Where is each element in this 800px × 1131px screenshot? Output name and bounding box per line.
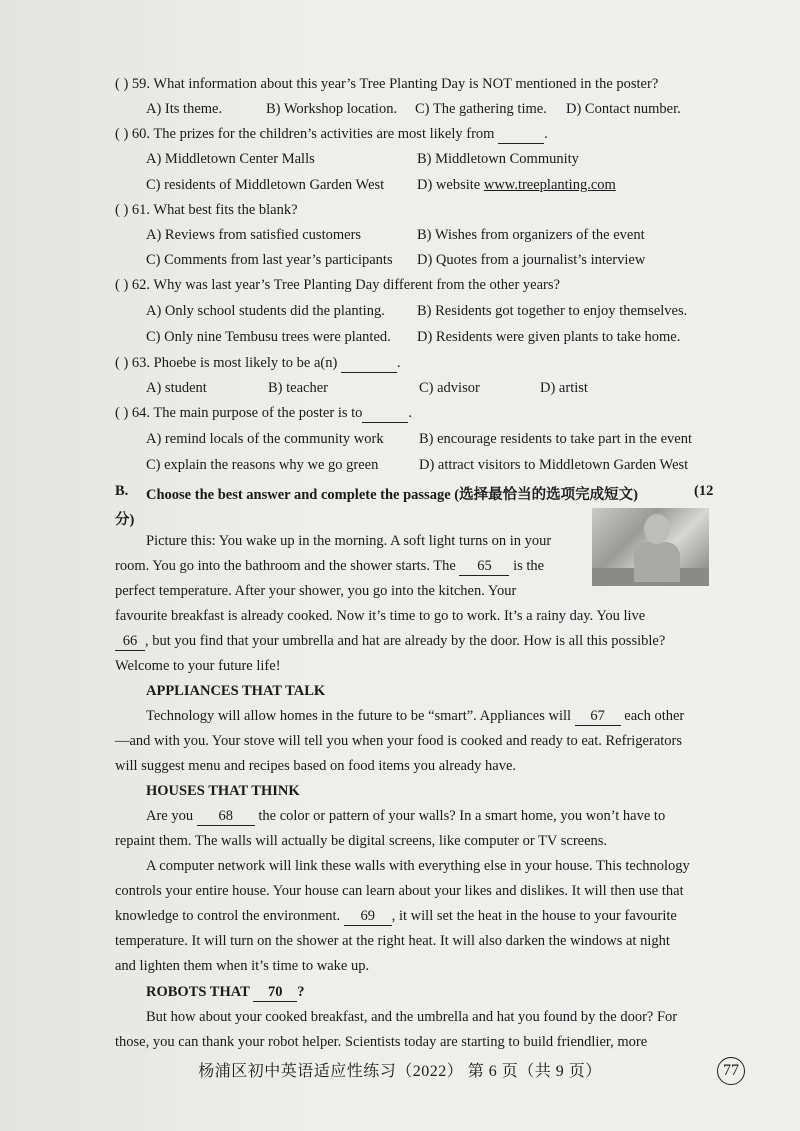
- passage-text: each other: [624, 708, 685, 724]
- passage-line: But how about your cooked breakfast, and the umbrella and hat you found by the door? For: [146, 1009, 678, 1025]
- section-b-points-unit: 分): [115, 512, 135, 528]
- section-b-points: (12: [694, 483, 714, 499]
- question-60-stem: ( ) 60. The prizes for the children’s activities are most likely from: [115, 126, 495, 142]
- passage-line: [146, 708, 684, 726]
- passage-text: knowledge to control the environment.: [115, 908, 341, 924]
- passage-text: Are you: [146, 808, 194, 824]
- section-b-title: Choose the best answer and complete the passage (选择最恰当的选项完成短文): [146, 487, 638, 503]
- q63-option-c: C) advisor: [419, 380, 480, 396]
- q62-option-a: A) Only school students did the planting.: [146, 303, 385, 319]
- section-b-label: B.: [115, 483, 129, 499]
- q62-option-d: D) Residents were given plants to take home.: [417, 329, 681, 345]
- answer-blank: [498, 126, 544, 144]
- q60-option-b: B) Middletown Community: [417, 151, 579, 167]
- passage-line: [115, 633, 665, 651]
- passage-text: the color or pattern of your walls? In a smart home, you won’t have to: [258, 808, 666, 824]
- passage-line: [115, 558, 544, 576]
- passage-line: A computer network will link these walls with everything else in your house. This technology: [146, 858, 690, 874]
- passage-text: room. You go into the bathroom and the shower starts. The: [115, 558, 456, 574]
- answer-blank: [341, 355, 397, 373]
- passage-line: repaint them. The walls will actually be digital screens, like computer or TV screens.: [115, 833, 608, 849]
- q60-option-d: [417, 177, 616, 194]
- question-61-stem: ( ) 61. What best fits the blank?: [115, 202, 298, 218]
- question-64-stem: ( ) 64. The main purpose of the poster is to: [115, 405, 363, 421]
- blank-66: 66: [115, 633, 145, 651]
- heading-houses: HOUSES THAT THINK: [146, 783, 300, 799]
- q63-option-a: A) student: [146, 380, 207, 396]
- heading-appliances: APPLIANCES THAT TALK: [146, 683, 326, 699]
- q60-option-c: C) residents of Middletown Garden West: [146, 177, 385, 193]
- bathroom-photo: [592, 508, 709, 586]
- passage-line: controls your entire house. Your house can learn about your likes and dislikes. It will then use that: [115, 883, 684, 899]
- passage-line: Welcome to your future life!: [115, 658, 281, 674]
- q61-option-d: D) Quotes from a journalist’s interview: [417, 252, 646, 268]
- blank-65: 65: [459, 558, 509, 576]
- question-63: ( ) 63. Phoebe is most likely to be a(n) .: [115, 355, 401, 371]
- answer-blank: [362, 405, 408, 423]
- q59-option-b: B) Workshop location.: [266, 101, 398, 117]
- q63-option-b: B) teacher: [268, 380, 328, 396]
- q64-option-d: D) attract visitors to Middletown Garden West: [419, 457, 689, 473]
- q61-option-b: B) Wishes from organizers of the event: [417, 227, 645, 243]
- q64-option-a: A) remind locals of the community work: [146, 431, 384, 447]
- q61-option-c: C) Comments from last year’s participants: [146, 252, 393, 268]
- question-59-stem: ( ) 59. What information about this year’s Tree Planting Day is NOT mentioned in the poster?: [115, 76, 659, 92]
- passage-line: temperature. It will turn on the shower at the right heat. It will also darken the windows at night: [115, 933, 670, 949]
- q59-option-d: D) Contact number.: [566, 101, 681, 117]
- q62-option-b: B) Residents got together to enjoy themselves.: [417, 303, 688, 319]
- page-footer: 杨浦区初中英语适应性练习（2022） 第 6 页（共 9 页）: [198, 1063, 602, 1080]
- q64-option-c: C) explain the reasons why we go green: [146, 457, 379, 473]
- blank-67: 67: [575, 708, 621, 726]
- passage-line: those, you can thank your robot helper. Scientists today are starting to build friendlier, more: [115, 1034, 648, 1050]
- q62-option-c: C) Only nine Tembusu trees were planted.: [146, 329, 391, 345]
- person-head-shape: [644, 514, 670, 544]
- passage-line: favourite breakfast is already cooked. Now it’s time to go to work. It’s a rainy day. You live: [115, 608, 646, 624]
- passage-text: , but you find that your umbrella and hat are already by the door. How is all this possible?: [145, 633, 666, 649]
- q59-option-a: A) Its theme.: [146, 101, 223, 117]
- passage-line: will suggest menu and recipes based on food items you already have.: [115, 758, 517, 774]
- q61-option-a: A) Reviews from satisfied customers: [146, 227, 362, 243]
- page-number-badge: 77: [717, 1057, 745, 1085]
- q60-option-d-prefix: D) website: [417, 177, 484, 193]
- question-64: ( ) 64. The main purpose of the poster is to .: [115, 405, 413, 421]
- passage-line: perfect temperature. After your shower, you go into the kitchen. Your: [115, 583, 517, 599]
- heading-text: ?: [297, 984, 305, 1000]
- question-62-stem: ( ) 62. Why was last year’s Tree Planting Day different from the other years?: [115, 277, 560, 293]
- q63-option-d: D) artist: [540, 380, 588, 396]
- q59-option-c: C) The gathering time.: [415, 101, 547, 117]
- q64-option-b: B) encourage residents to take part in the event: [419, 431, 692, 447]
- passage-line: —and with you. Your stove will tell you when your food is cooked and ready to eat. Refrigerators: [115, 733, 683, 749]
- blank-69: 69: [344, 908, 392, 926]
- person-body-shape: [634, 542, 680, 582]
- passage-text: Technology will allow homes in the future to be “smart”. Appliances will: [146, 708, 572, 724]
- passage-line: and lighten them when it’s time to wake up.: [115, 958, 370, 974]
- passage-text: , it will set the heat in the house to your favourite: [391, 908, 677, 924]
- blank-68: 68: [197, 808, 255, 826]
- heading-text: ROBOTS THAT: [146, 984, 250, 1000]
- passage-line: [146, 808, 665, 826]
- website-link[interactable]: www.treeplanting.com: [483, 177, 616, 193]
- passage-line: [115, 908, 677, 926]
- passage-text: is the: [513, 558, 545, 574]
- heading-robots: [146, 984, 304, 1002]
- q60-option-a: A) Middletown Center Malls: [146, 151, 315, 167]
- passage-line: Picture this: You wake up in the morning. A soft light turns on in your: [146, 533, 552, 549]
- question-63-stem: ( ) 63. Phoebe is most likely to be a(n): [115, 355, 338, 371]
- question-60: ( ) 60. The prizes for the children’s activities are most likely from .: [115, 126, 548, 142]
- blank-70: 70: [253, 984, 297, 1002]
